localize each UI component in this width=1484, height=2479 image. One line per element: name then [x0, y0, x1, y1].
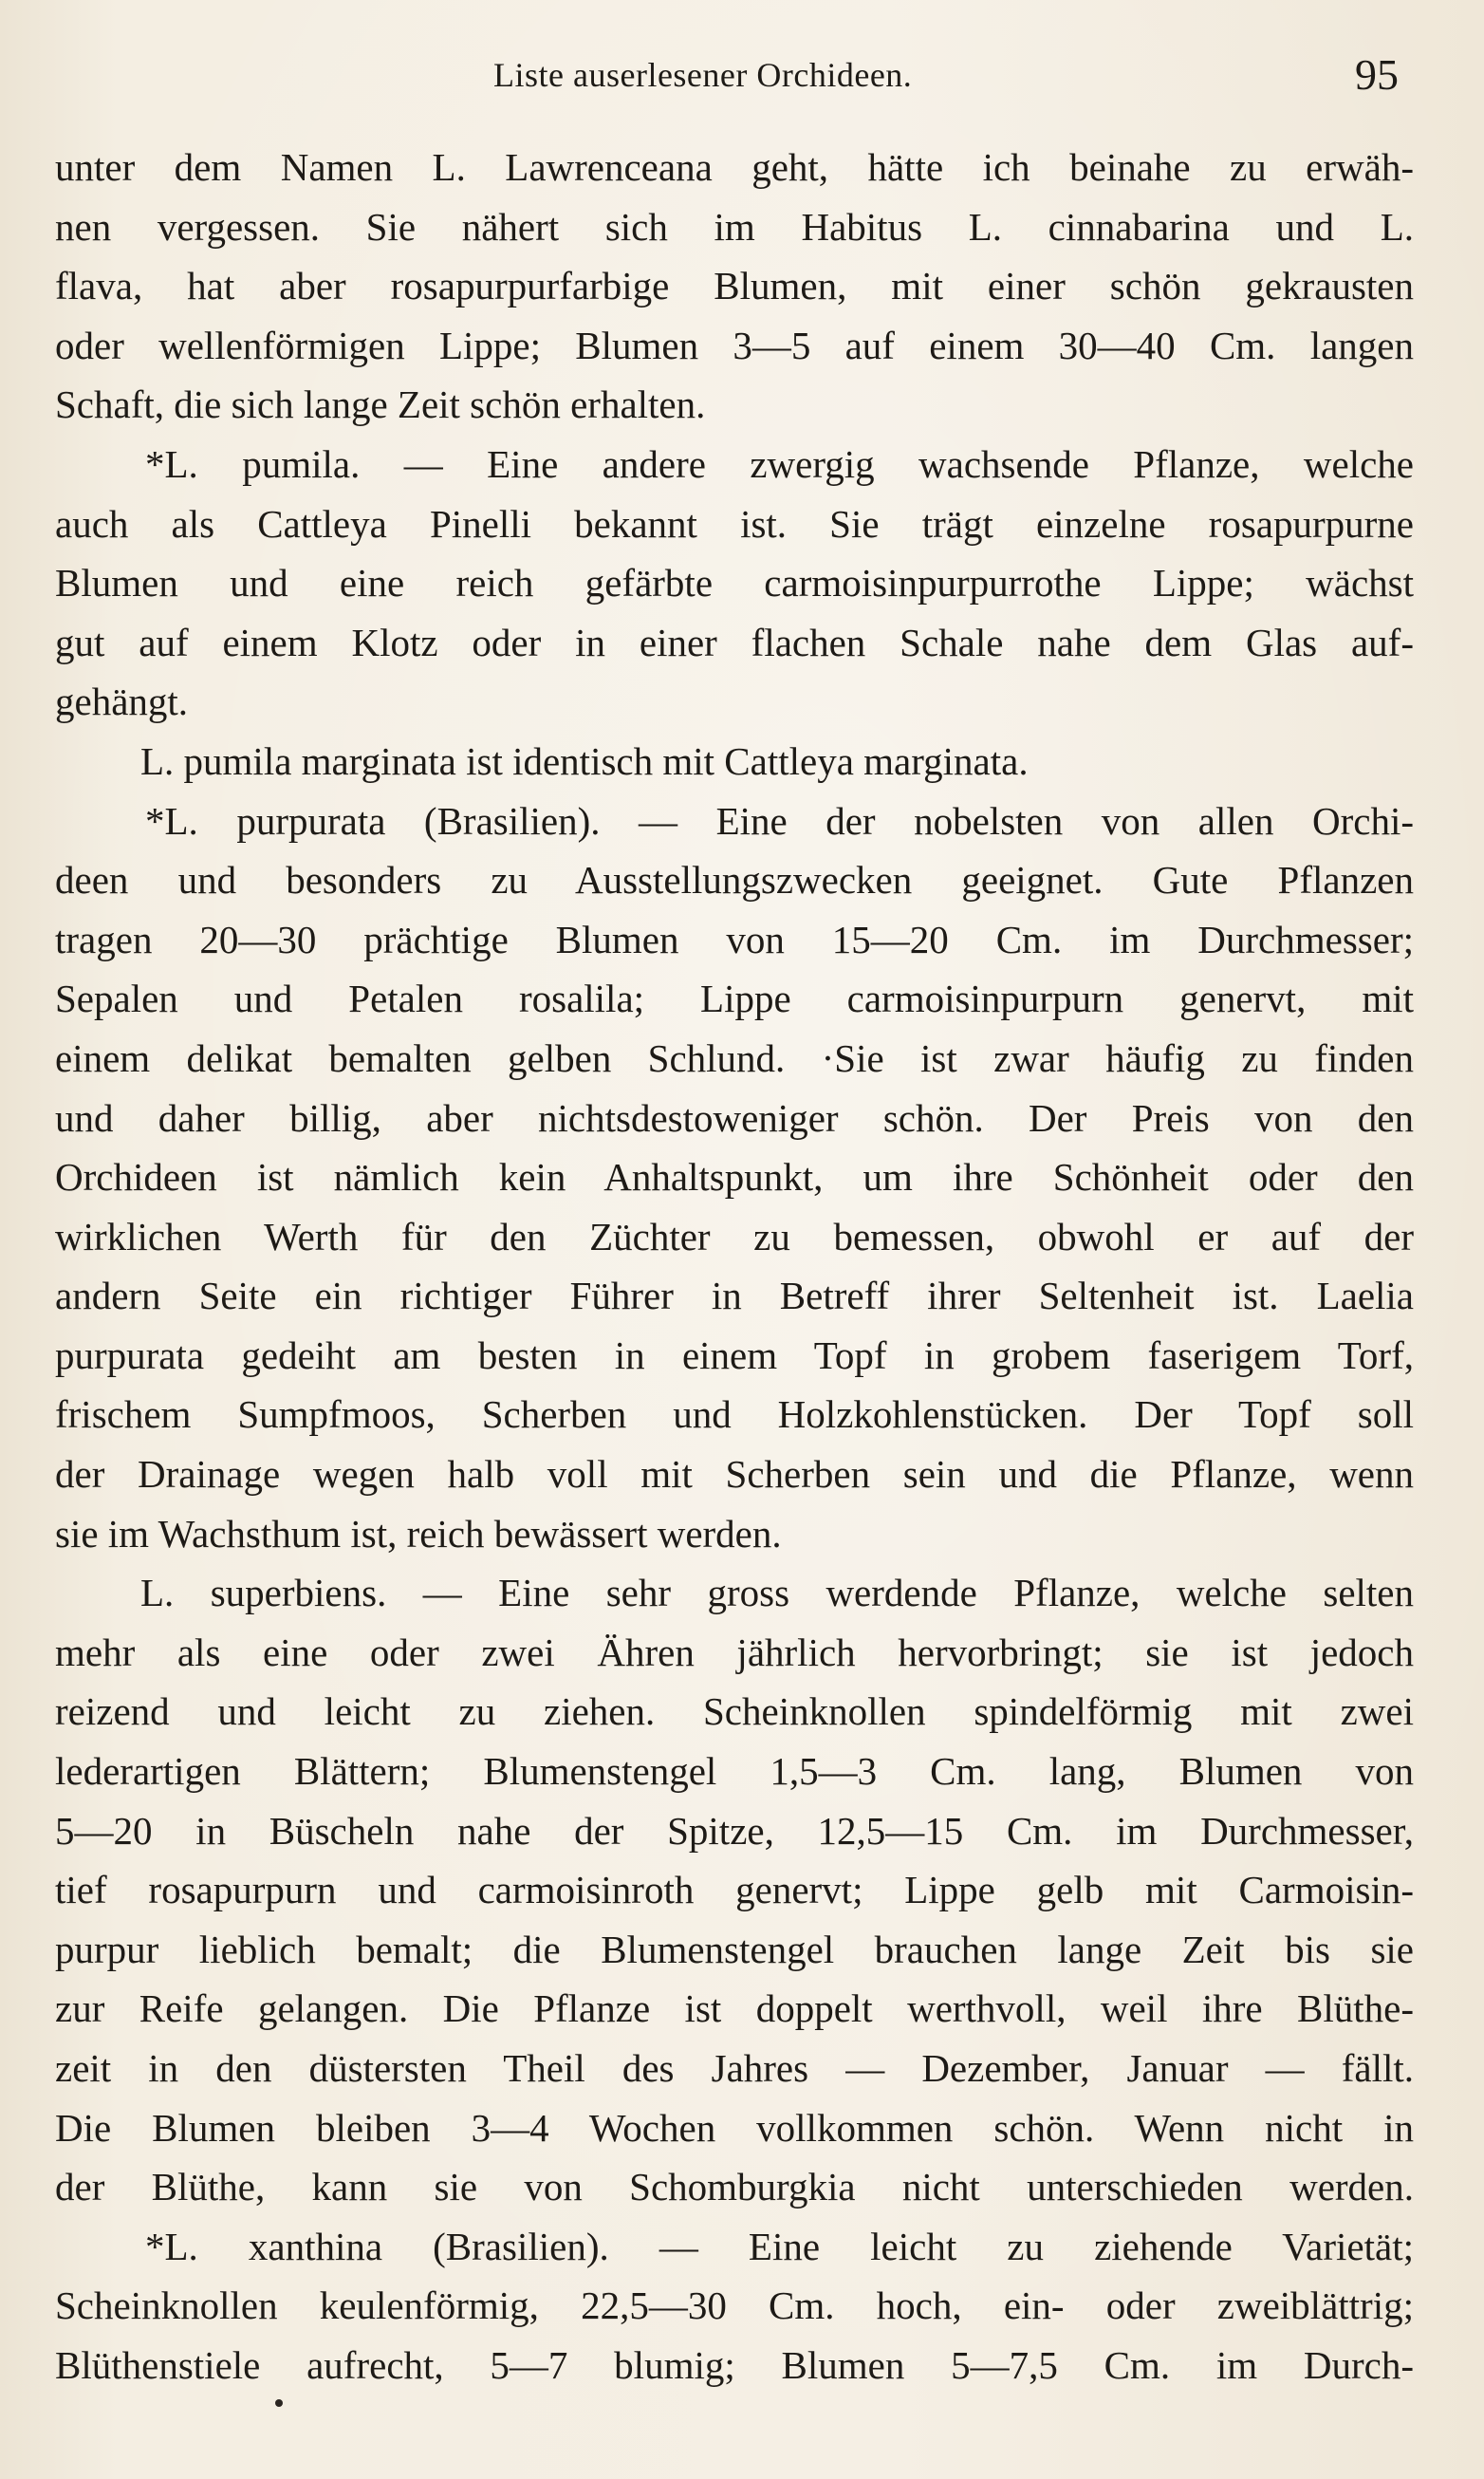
text-line: andern Seite ein richtiger Führer in Betreff ihrer Seltenheit ist. Laelia: [55, 1274, 1414, 1318]
text-line: Scheinknollen keulenförmig, 22,5—30 Cm. hoch, ein- oder zweiblättrig;: [55, 2283, 1414, 2328]
page-header: [0, 42, 1484, 108]
text-line: L. superbiens. — Eine sehr gross werdende Pflanze, welche selten: [140, 1571, 1414, 1615]
text-line: reizend und leicht zu ziehen. Scheinknollen spindelförmig mit zwei: [55, 1689, 1414, 1734]
text-line: tief rosapurpurn und carmoisinroth genervt; Lippe gelb mit Carmoisin-: [55, 1868, 1414, 1912]
text-line: auch als Cattleya Pinelli bekannt ist. Sie trägt einzelne rosapurpurne: [55, 501, 1414, 546]
text-line: deen und besonders zu Ausstellungszwecken geeignet. Gute Pflanzen: [55, 858, 1414, 903]
text-line: flava, hat aber rosapurpurfarbige Blumen, mit einer schön gekrausten: [55, 264, 1414, 308]
text-line: zur Reife gelangen. Die Pflanze ist doppelt werthvoll, weil ihre Blüthe-: [55, 1986, 1414, 2031]
text-line: oder wellenförmigen Lippe; Blumen 3—5 auf einem 30—40 Cm. langen: [55, 323, 1414, 367]
text-line: der Blüthe, kann sie von Schomburgkia nicht unterschieden werden.: [55, 2165, 1414, 2209]
running-title: Liste auserlesener Orchideen.: [493, 56, 913, 94]
text-line: Blüthenstiele aufrecht, 5—7 blumig; Blumen 5—7,5 Cm. im Durch-: [55, 2342, 1414, 2387]
text-line: gehängt.: [55, 680, 189, 724]
text-line: purpurata gedeiht am besten in einem Topf in grobem faserigem Torf,: [55, 1333, 1414, 1377]
text-line: tragen 20—30 prächtige Blumen von 15—20 Cm. im Durchmesser;: [55, 917, 1414, 961]
text-line: Blumen und eine reich gefärbte carmoisinpurpurrothe Lippe; wächst: [55, 561, 1414, 606]
text-line: 5—20 in Büscheln nahe der Spitze, 12,5—15 Cm. im Durchmesser,: [55, 1808, 1414, 1853]
text-line: Orchideen ist nämlich kein Anhaltspunkt, um ihre Schönheit oder den: [55, 1155, 1414, 1200]
text-line: wirklichen Werth für den Züchter zu bemessen, obwohl er auf der: [55, 1214, 1414, 1258]
body-text: [55, 138, 1414, 2395]
text-line: mehr als eine oder zwei Ähren jährlich hervorbringt; sie ist jedoch: [55, 1630, 1414, 1674]
text-line: frischem Sumpfmoos, Scherben und Holzkohlenstücken. Der Topf soll: [55, 1392, 1414, 1437]
text-line: unter dem Namen L. Lawrenceana geht, hätte ich beinahe zu erwäh-: [55, 145, 1414, 189]
text-line: nen vergessen. Sie nähert sich im Habitus L. cinnabarina und L.: [55, 204, 1414, 249]
text-line: zeit in den düstersten Theil des Jahres — Dezember, Januar — fällt.: [55, 2046, 1414, 2090]
text-line: *L. xanthina (Brasilien). — Eine leicht zu ziehende Varietät;: [145, 2224, 1414, 2268]
text-line: Sepalen und Petalen rosalila; Lippe carmoisinpurpurn genervt, mit: [55, 977, 1414, 1021]
text-line: Die Blumen bleiben 3—4 Wochen vollkommen schön. Wenn nicht in: [55, 2105, 1414, 2150]
ink-dot: [275, 2399, 283, 2407]
text-line: der Drainage wegen halb voll mit Scherben sein und die Pflanze, wenn: [55, 1452, 1414, 1497]
page-number: 95: [1355, 50, 1399, 99]
text-line: *L. pumila. — Eine andere zwergig wachsende Pflanze, welche: [145, 441, 1414, 486]
text-line: Schaft, die sich lange Zeit schön erhalten.: [55, 382, 706, 427]
text-line: einem delikat bemalten gelben Schlund. ·Sie ist zwar häufig zu finden: [55, 1035, 1414, 1080]
text-line: gut auf einem Klotz oder in einer flachen Schale nahe dem Glas auf-: [55, 620, 1414, 664]
text-line: purpur lieblich bemalt; die Blumenstengel brauchen lange Zeit bis sie: [55, 1927, 1414, 1971]
text-line: lederartigen Blättern; Blumenstengel 1,5—3 Cm. lang, Blumen von: [55, 1749, 1414, 1794]
text-line: *L. purpurata (Brasilien). — Eine der nobelsten von allen Orchi-: [145, 798, 1414, 843]
text-line: und daher billig, aber nichtsdestoweniger schön. Der Preis von den: [55, 1095, 1414, 1140]
text-line: sie im Wachsthum ist, reich bewässert werden.: [55, 1511, 782, 1556]
text-line: L. pumila marginata ist identisch mit Cattleya marginata.: [140, 738, 1029, 783]
